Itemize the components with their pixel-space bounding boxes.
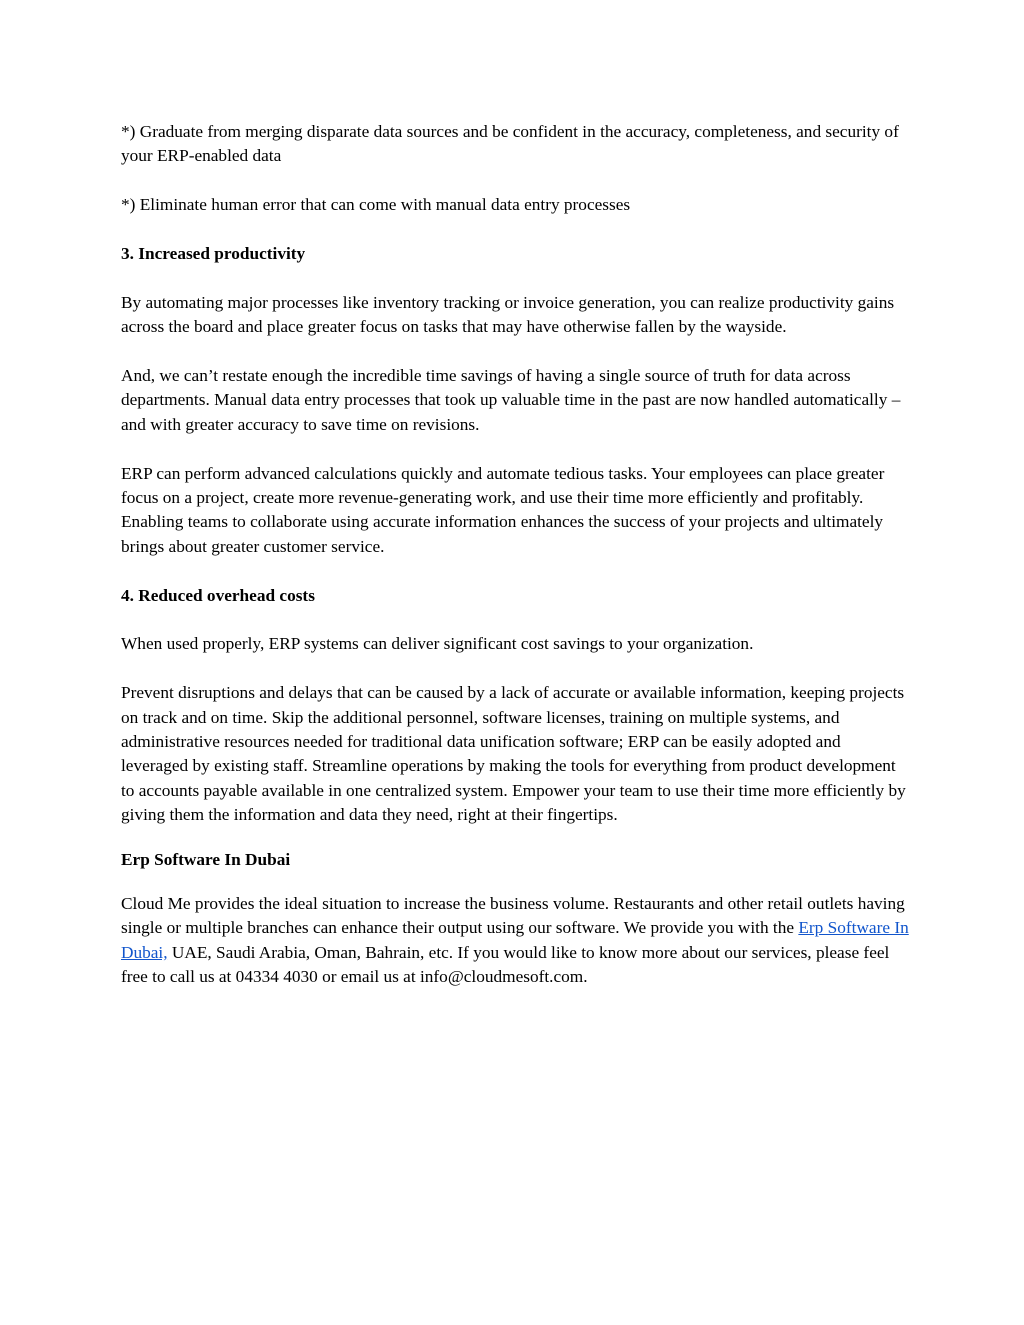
body-paragraph: By automating major processes like inventory tracking or invoice generation, you can realize productivity gains across the board and place greater focus on tasks that may have otherwise fallen by the wayside. bbox=[121, 292, 895, 337]
body-paragraph bbox=[121, 892, 911, 990]
document-page bbox=[121, 120, 911, 990]
paragraph-text: UAE, Saudi Arabia, Oman, Bahrain, etc. If you would like to know more about our services, please feel free to call us at 04334 4030 or email us at info@cloudmesoft.com. bbox=[121, 942, 890, 987]
body-paragraph: And, we can’t restate enough the incredible time savings of having a single source of truth for data across departments. Manual data entry processes that took up valuable time in the past are now handled automatically – and with greater accuracy to save time on revisions. bbox=[121, 366, 901, 434]
bullet-paragraph: *) Eliminate human error that can come with manual data entry processes bbox=[121, 195, 631, 215]
section-heading: Erp Software In Dubai bbox=[121, 849, 291, 869]
body-paragraph: Prevent disruptions and delays that can be caused by a lack of accurate or available information, keeping projects on track and on time. Skip the additional personnel, software licenses, training on multiple systems, and administrative resources needed for traditional data unification software; ERP can be easily adopted and leveraged by existing staff. Streamline operations by making the tools for everything from product development to accounts payable available in one centralized system. Empower your team to use their time more efficiently by giving them the information and data they need, right at their fingertips. bbox=[121, 683, 906, 825]
body-paragraph: ERP can perform advanced calculations quickly and automate tedious tasks. Your employees can place greater focus on a project, create more revenue-generating work, and use their time more efficiently and profitably. Enabling teams to collaborate using accurate information enhances the success of your projects and ultimately brings about greater customer service. bbox=[121, 463, 885, 556]
section-heading: 3. Increased productivity bbox=[121, 244, 306, 263]
paragraph-text: Cloud Me provides the ideal situation to increase the business volume. Restaurants and other retail outlets having single or multiple branches can enhance their output using our software. We provide you with the bbox=[121, 894, 905, 938]
erp-software-dubai-link[interactable]: Erp Software In Dubai, bbox=[121, 918, 909, 962]
section-heading: 4. Reduced overhead costs bbox=[121, 585, 315, 605]
bullet-paragraph: *) Graduate from merging disparate data sources and be confident in the accuracy, completeness, and security of your ERP-enabled data bbox=[121, 122, 899, 166]
body-paragraph: When used properly, ERP systems can deliver significant cost savings to your organization. bbox=[121, 634, 754, 654]
